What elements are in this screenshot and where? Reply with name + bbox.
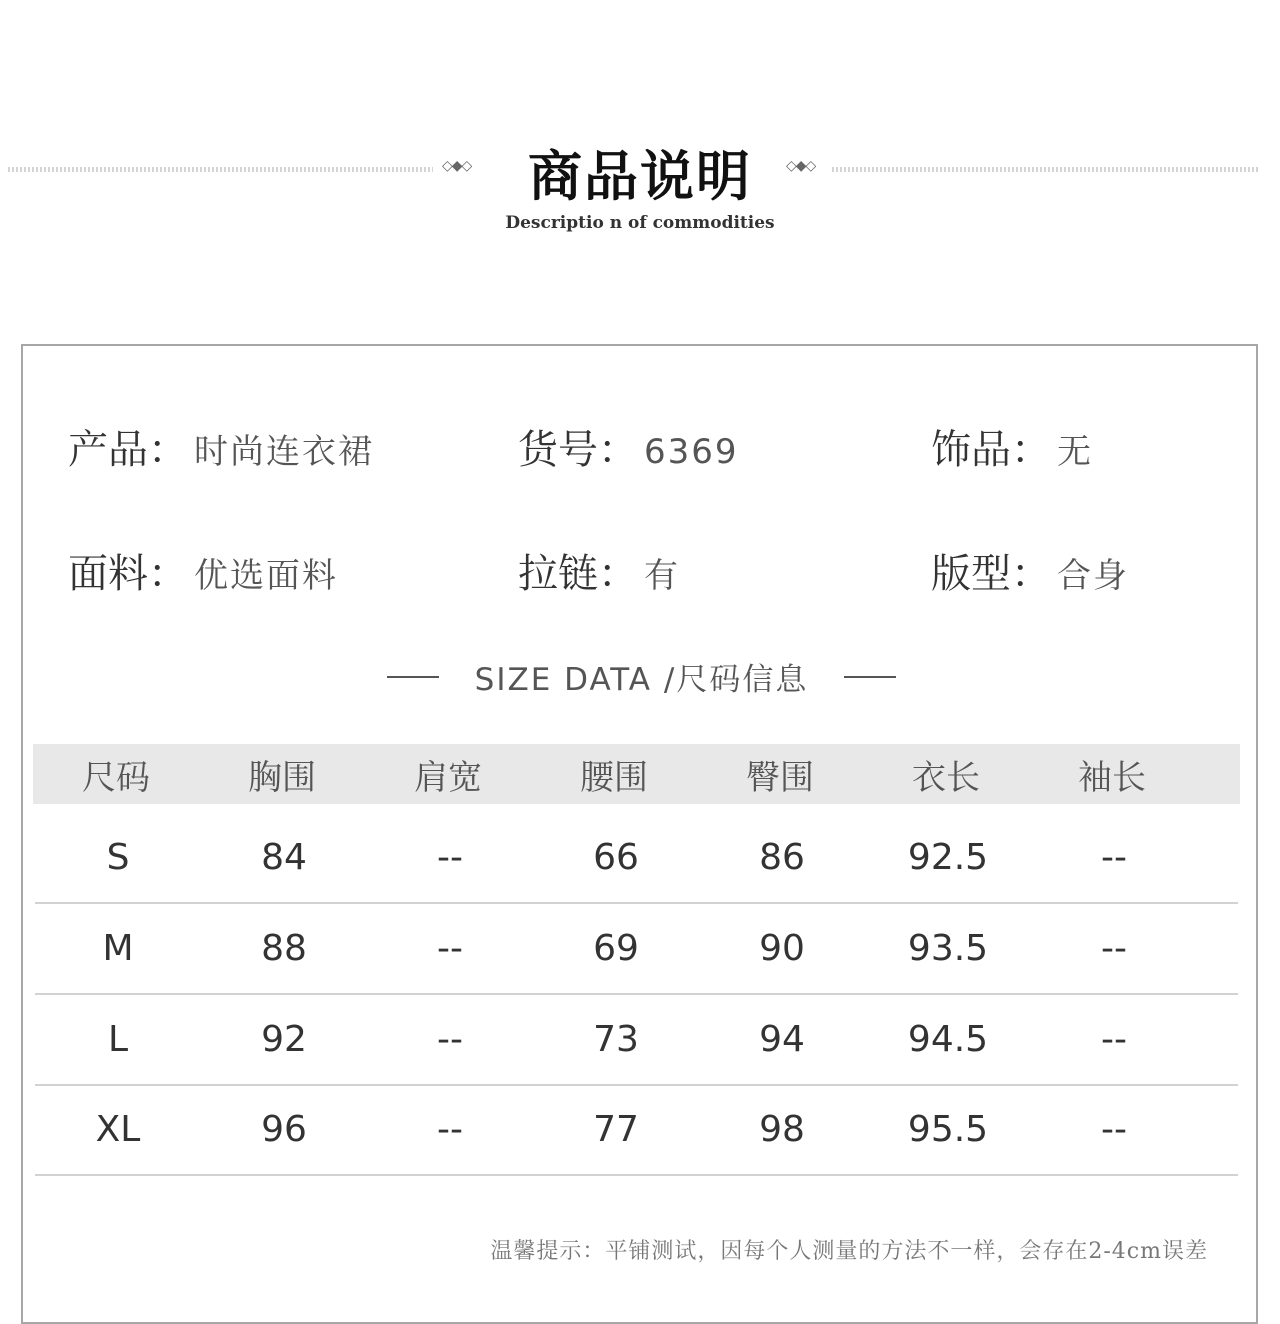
info-label: 拉链： (518, 551, 638, 597)
info-fabric (68, 542, 338, 599)
table-cell: 98 (759, 1108, 805, 1150)
table-cell: -- (1101, 927, 1127, 969)
heading-dash-right (844, 676, 896, 678)
size-data-title: SIZE DATA /尺码信息 (474, 662, 809, 698)
info-label: 版型： (931, 551, 1051, 597)
table-cell: -- (437, 1018, 463, 1060)
info-zipper (518, 542, 680, 599)
table-cell: 93.5 (907, 927, 989, 969)
table-cell: -- (1101, 1018, 1127, 1060)
page-title: 商品说明 (528, 145, 752, 208)
table-row (35, 812, 1238, 904)
table-cell: 94 (759, 1018, 805, 1060)
column-header: 尺码 (82, 757, 150, 798)
table-cell: -- (437, 836, 463, 878)
table-cell: 94.5 (907, 1018, 989, 1060)
table-cell: XL (95, 1108, 141, 1150)
column-header: 腰围 (580, 757, 648, 798)
table-row (35, 903, 1238, 995)
page-subtitle: Descriptio n of commodities (505, 213, 775, 233)
column-header: 胸围 (248, 757, 316, 798)
info-accessories (931, 418, 1093, 475)
table-row (35, 994, 1238, 1086)
table-cell: 95.5 (907, 1108, 989, 1150)
table-row (35, 1084, 1238, 1176)
table-cell: 66 (593, 836, 639, 878)
column-header: 肩宽 (414, 757, 482, 798)
info-product (68, 418, 374, 475)
table-cell: 96 (261, 1108, 307, 1150)
table-cell: 73 (593, 1018, 639, 1060)
info-value: 时尚连衣裙 (194, 432, 374, 472)
info-value: 优选面料 (194, 556, 338, 596)
header-rule-right (832, 167, 1260, 172)
table-cell: 84 (261, 836, 307, 878)
column-header: 衣长 (912, 757, 980, 798)
info-label: 产品： (68, 427, 188, 473)
size-table-header (33, 744, 1240, 804)
table-cell: 77 (593, 1108, 639, 1150)
table-cell: -- (437, 1108, 463, 1150)
table-cell: -- (1101, 1108, 1127, 1150)
table-cell: 88 (261, 927, 307, 969)
info-value: 有 (644, 556, 680, 596)
table-cell: 92 (261, 1018, 307, 1060)
info-item-number (518, 418, 739, 475)
table-cell: 92.5 (907, 836, 989, 878)
table-cell: 69 (593, 927, 639, 969)
table-cell: 90 (759, 927, 805, 969)
heading-dash-left (387, 676, 439, 678)
size-data-heading (23, 654, 1260, 699)
info-fit (931, 542, 1129, 599)
column-header: 袖长 (1078, 757, 1146, 798)
info-value: 无 (1057, 432, 1093, 472)
ornament-left-icon: ◇◆◇ (442, 158, 472, 174)
info-value: 6369 (644, 432, 739, 472)
info-label: 饰品： (931, 427, 1051, 473)
measurement-note: 温馨提示：平铺测试，因每个人测量的方法不一样，会存在2-4cm误差 (490, 1239, 1208, 1264)
table-cell: -- (1101, 836, 1127, 878)
table-cell: 86 (759, 836, 805, 878)
info-label: 面料： (68, 551, 188, 597)
table-cell: S (106, 836, 130, 878)
table-cell: L (107, 1018, 129, 1060)
product-card (21, 344, 1258, 1324)
column-header: 臀围 (746, 757, 814, 798)
table-cell: -- (437, 927, 463, 969)
info-label: 货号： (518, 427, 638, 473)
table-cell: M (102, 927, 134, 969)
ornament-right-icon: ◇◆◇ (786, 158, 816, 174)
info-value: 合身 (1057, 556, 1129, 596)
